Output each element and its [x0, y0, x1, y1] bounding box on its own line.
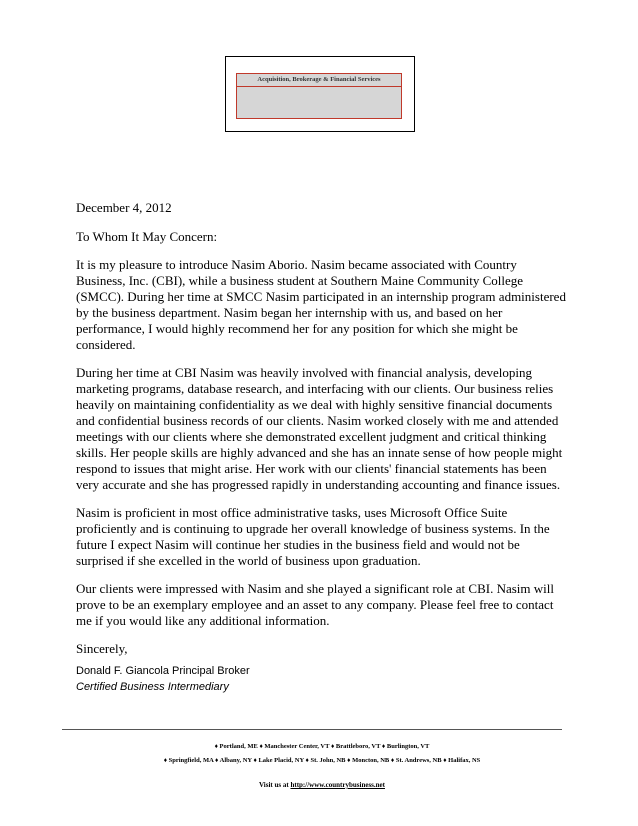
letter-closing: Sincerely,	[76, 641, 128, 656]
signer-title: Certified Business Intermediary	[76, 681, 229, 693]
footer-offices-line-1: ♦ Portland, ME ♦ Manchester Center, VT ♦ Brattleboro, VT ♦ Burlington, VT	[214, 743, 430, 750]
letterhead-tagline: Acquisition, Brokerage & Financial Services	[237, 74, 401, 87]
letterhead-box	[225, 56, 415, 132]
signer-name: Donald F. Giancola Principal Broker	[76, 665, 250, 677]
footer-visit-label: Visit us at	[259, 781, 289, 789]
footer-visit	[62, 780, 582, 791]
letter-body	[76, 200, 566, 669]
letterhead-logo-panel	[236, 73, 402, 119]
signature-block	[76, 663, 250, 695]
website-link[interactable]: http://www.countrybusiness.net	[290, 781, 385, 789]
letter-salutation: To Whom It May Concern:	[76, 229, 218, 244]
letter-paragraph-4: Our clients were impressed with Nasim and she played a significant role at CBI. Nasim will prove to be an exemplary employee and an asset to any company. Please feel free to contact me if you would like any additional information.	[76, 581, 554, 628]
footer-divider	[62, 729, 562, 730]
letter-paragraph-1: It is my pleasure to introduce Nasim Aborio. Nasim became associated with Country Business, Inc. (CBI), while a business student at Southern Maine Community College (SMCC). During her time at SMCC Nasim participated in an internship program administered by the business department. Nasim began her internship with us, and based on her performance, I would highly recommend her for any position for which she might be considered.	[76, 257, 566, 352]
footer	[62, 741, 582, 791]
letter-paragraph-2: During her time at CBI Nasim was heavily involved with financial analysis, developing marketing programs, database research, and interfacing with our clients. Our business relies heavily on maintaining confidentiality as we deal with highly sensitive financial documents and confidential business records of our clients. Nasim worked closely with me and attended meetings with our clients where she demonstrated excellent judgment and critical thinking skills. Her people skills are highly advanced and she has an innate sense of how people might respond to issues that might arise. Her work with our clients' financial statements has been very accurate and she has progressed rapidly in understanding accounting and finance issues.	[76, 365, 563, 492]
footer-offices-line-2: ♦ Springfield, MA ♦ Albany, NY ♦ Lake Placid, NY ♦ St. John, NB ♦ Moncton, NB ♦ St. Andrews, NB ♦ Halifax, NS	[163, 757, 481, 764]
letter-date: December 4, 2012	[76, 200, 172, 215]
letter-paragraph-3: Nasim is proficient in most office administrative tasks, uses Microsoft Office Suite proficiently and is continuing to upgrade her overall knowledge of business systems. In the future I expect Nasim will continue her studies in the business field and would not be surprised if she excelled in the world of business upon graduation.	[76, 505, 550, 568]
